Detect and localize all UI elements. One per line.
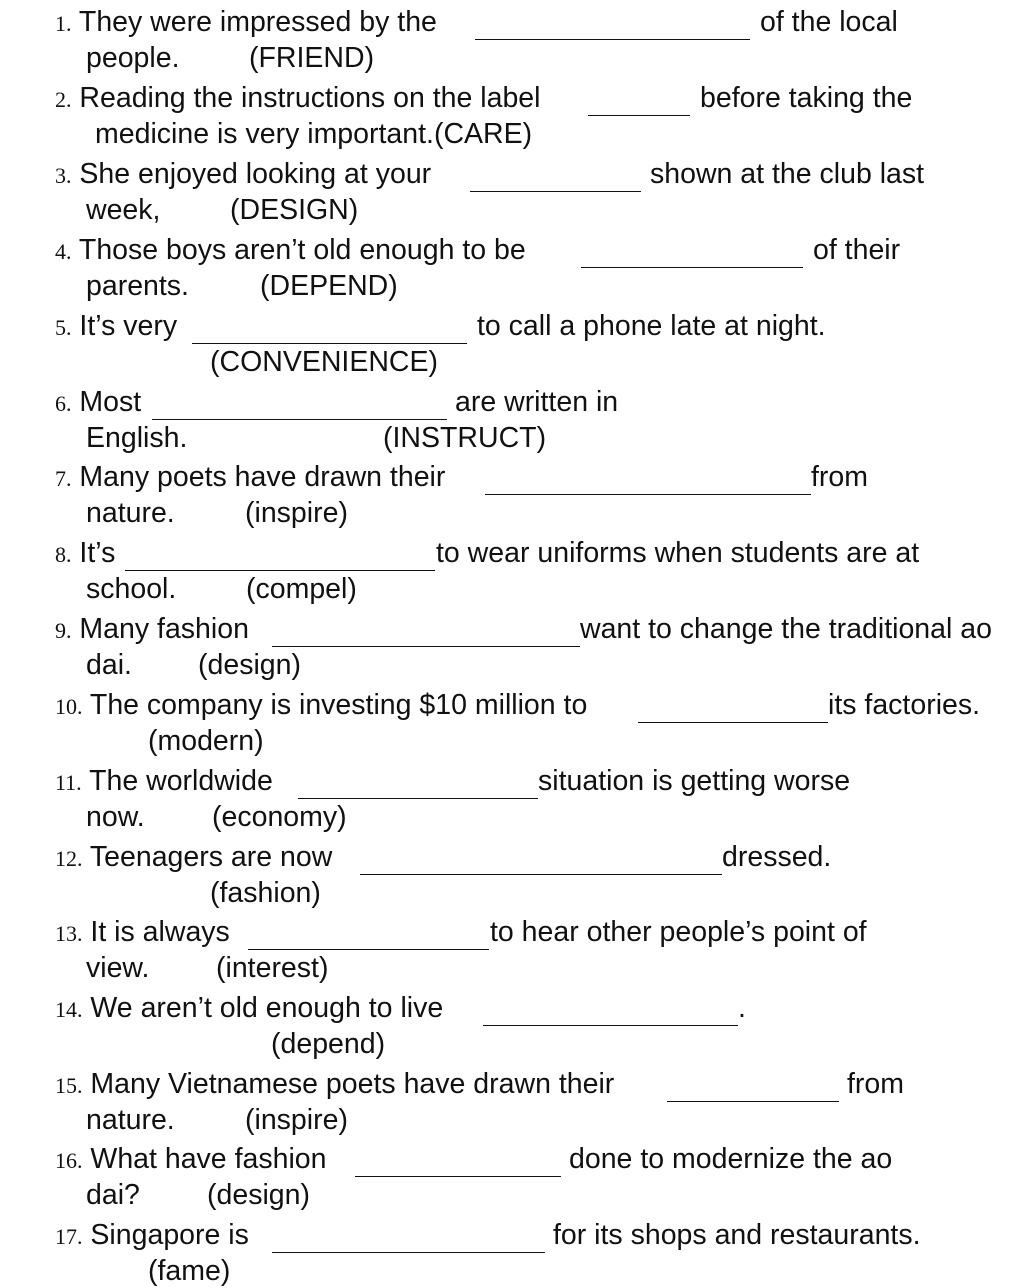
answer-blank[interactable]	[667, 1075, 839, 1102]
sentence-end: want to change the traditional ao	[580, 613, 992, 645]
answer-blank[interactable]	[485, 468, 811, 495]
sentence-start: They were impressed by the	[78, 6, 437, 38]
item-number: 16.	[55, 1148, 83, 1173]
sentence-continuation: school.	[86, 573, 177, 605]
item-number: 6.	[55, 391, 72, 416]
sentence-start: Many Vietnamese poets have drawn their	[90, 1068, 615, 1100]
item-number: 3.	[55, 163, 72, 188]
sentence-start: Most	[79, 386, 142, 418]
sentence-start: It is always	[90, 916, 230, 948]
answer-blank[interactable]	[248, 923, 489, 950]
sentence-end: to wear uniforms when students are at	[436, 537, 920, 569]
word-hint: (DEPEND)	[260, 270, 398, 302]
sentence-start: It’s	[79, 537, 116, 569]
sentence-end: situation is getting worse	[538, 765, 851, 797]
sentence-start: Teenagers are now	[89, 841, 333, 873]
answer-blank[interactable]	[355, 1150, 561, 1177]
word-hint: (fame)	[148, 1255, 231, 1287]
sentence-start: It’s very	[79, 310, 178, 342]
answer-blank[interactable]	[638, 696, 828, 723]
word-hint: (DESIGN)	[230, 194, 359, 226]
word-hint: (modern)	[148, 725, 264, 757]
word-hint: (CONVENIENCE)	[210, 346, 439, 378]
word-hint: (inspire)	[245, 1104, 348, 1136]
sentence-end: of the local	[760, 6, 898, 38]
word-hint: (economy)	[212, 801, 347, 833]
item-number: 14.	[55, 997, 83, 1022]
sentence-start: Many fashion	[79, 613, 249, 645]
sentence-end: shown at the club last	[650, 158, 925, 190]
item-number: 8.	[55, 542, 72, 567]
sentence-end: of their	[813, 234, 901, 266]
sentence-continuation: dai?	[86, 1179, 140, 1211]
item-number: 10.	[55, 694, 83, 719]
item-number: 5.	[55, 315, 72, 340]
sentence-continuation: dai.	[86, 649, 132, 681]
word-hint: (inspire)	[245, 497, 348, 529]
answer-blank[interactable]	[125, 544, 435, 571]
answer-blank[interactable]	[475, 13, 750, 40]
item-number: 12.	[55, 846, 83, 871]
sentence-end: before taking the	[700, 82, 913, 114]
sentence-end: for its shops and restaurants.	[553, 1219, 921, 1251]
word-hint: (INSTRUCT)	[383, 422, 547, 454]
sentence-start: She enjoyed looking at your	[79, 158, 432, 190]
item-number: 17.	[55, 1224, 83, 1249]
item-number: 9.	[55, 618, 72, 643]
item-number: 13.	[55, 921, 83, 946]
word-hint: (interest)	[216, 952, 329, 984]
sentence-continuation: view.	[86, 952, 150, 984]
word-hint: (FRIEND)	[249, 42, 375, 74]
word-hint: (depend)	[271, 1028, 386, 1060]
sentence-continuation: nature.	[86, 1104, 175, 1136]
answer-blank[interactable]	[588, 89, 690, 116]
sentence-start: Reading the instructions on the label	[79, 82, 541, 114]
sentence-end: its factories.	[828, 689, 981, 721]
sentence-end: are written in	[455, 386, 619, 418]
sentence-continuation: now.	[86, 801, 145, 833]
sentence-end: from	[847, 1068, 904, 1100]
sentence-continuation: week,	[86, 194, 161, 226]
sentence-continuation: people.	[86, 42, 180, 74]
sentence-start: What have fashion	[90, 1143, 327, 1175]
sentence-continuation: parents.	[86, 270, 189, 302]
answer-blank[interactable]	[152, 393, 447, 420]
word-hint: (design)	[198, 649, 301, 681]
sentence-continuation: English.	[86, 422, 188, 454]
sentence-start: The worldwide	[89, 765, 273, 797]
answer-blank[interactable]	[470, 165, 641, 192]
sentence-start: Those boys aren’t old enough to be	[78, 234, 526, 266]
item-number: 11.	[55, 770, 82, 795]
sentence-start: The company is investing $10 million to	[89, 689, 588, 721]
sentence-start: We aren’t old enough to live	[90, 992, 444, 1024]
sentence-start: Many poets have drawn their	[79, 461, 446, 493]
sentence-end: to call a phone late at night.	[477, 310, 826, 342]
sentence-continuation: nature.	[86, 497, 175, 529]
word-hint: (compel)	[246, 573, 357, 605]
item-number: 4.	[55, 239, 72, 264]
sentence-end: .	[738, 992, 746, 1024]
sentence-end: dressed.	[722, 841, 832, 873]
item-number: 15.	[55, 1073, 83, 1098]
word-hint: (fashion)	[210, 877, 321, 909]
sentence-end: to hear other people’s point of	[490, 916, 867, 948]
answer-blank[interactable]	[298, 772, 538, 799]
word-hint: (design)	[207, 1179, 310, 1211]
sentence-end: from	[811, 461, 868, 493]
answer-blank[interactable]	[192, 317, 467, 344]
item-number: 1.	[55, 11, 72, 36]
answer-blank[interactable]	[483, 999, 738, 1026]
item-number: 2.	[55, 87, 72, 112]
sentence-continuation: medicine is very important.(CARE)	[95, 118, 533, 150]
answer-blank[interactable]	[272, 620, 580, 647]
answer-blank[interactable]	[272, 1226, 545, 1253]
sentence-end: done to modernize the ao	[569, 1143, 893, 1175]
answer-blank[interactable]	[581, 241, 803, 268]
answer-blank[interactable]	[360, 848, 722, 875]
sentence-start: Singapore is	[90, 1219, 249, 1251]
item-number: 7.	[55, 466, 72, 491]
